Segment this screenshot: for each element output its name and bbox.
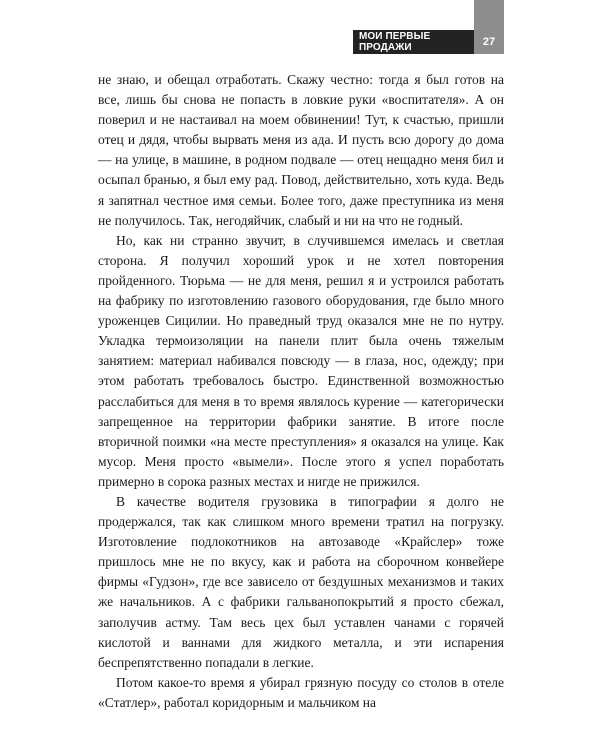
page-number-box bbox=[474, 30, 504, 54]
paragraph-continued: не знаю, и обещал отработать. Скажу честно: тогда я был готов на все, лишь бы снова не попасть в ловкие руки «воспитателя». А он поверил и не настаивал на моем обвинении! Тут, к счастью, пришли отец и дядя, чтобы вырвать меня из ада. И пусть всю дорогу до дома — на улице, в машине, в родном подвале — отец нещадно меня бил и осыпал бранью, я был ему рад. Повод, действительно, хоть куда. Ведь я запятнал честное имя семьи. Более того, даже преступника из меня не получилось. Так, негодяйчик, слабый и ни на что не годный. bbox=[98, 72, 504, 228]
body-text bbox=[98, 70, 504, 713]
paragraph: Потом какое-то время я убирал грязную посуду со столов в отеле «Статлер», работал коридорным и мальчиком на bbox=[98, 674, 504, 710]
page-number: 27 bbox=[482, 36, 496, 48]
paragraph: В качестве водителя грузовика в типографии я долго не продержался, так как слишком много времени тратил на погрузку. Изготовление подлокотников на автозаводе «Крайслер» тоже пришлось мне не по вкусу, как и работа на сборочном конвейере фирмы «Гудзон», где все зависело от бездушных механизмов и таких же начальников. А с фабрики гальванопокрытий я просто сбежал, заполучив астму. Там весь цех был уставлен чанами с горячей кислотой и ваннами для жидкого металла, и эти испарения беспрепятственно попадали в легкие. bbox=[98, 493, 504, 670]
running-header bbox=[353, 30, 474, 54]
paragraph: Но, как ни странно звучит, в случившемся имелась и светлая сторона. Я получил хороший урок и не хотел повторения пройденного. Тюрьма — не для меня, решил я и устроился работать на фабрику по изготовлению газового оборудования, где было много уроженцев Сицилии. Но праведный труд оказался мне не по нутру. Укладка термоизоляции на панели плит была очень тяжелым занятием: материал набивался повсюду — в глаза, нос, одежду; при этом работать требовалось быстро. Единственной возможностью расслабиться для меня в то время являлось курение — категорически запрещенное на территории фабрики занятие. В итоге после вторичной поимки «на месте преступления» я оказался на улице. Как мусор. Меня просто «вымели». После этого я успел поработать примерно в сорока разных местах и нигде не прижился. bbox=[98, 232, 504, 489]
running-header-title: МОИ ПЕРВЫЕ ПРОДАЖИ bbox=[359, 31, 431, 53]
page-number-tab bbox=[474, 0, 504, 30]
